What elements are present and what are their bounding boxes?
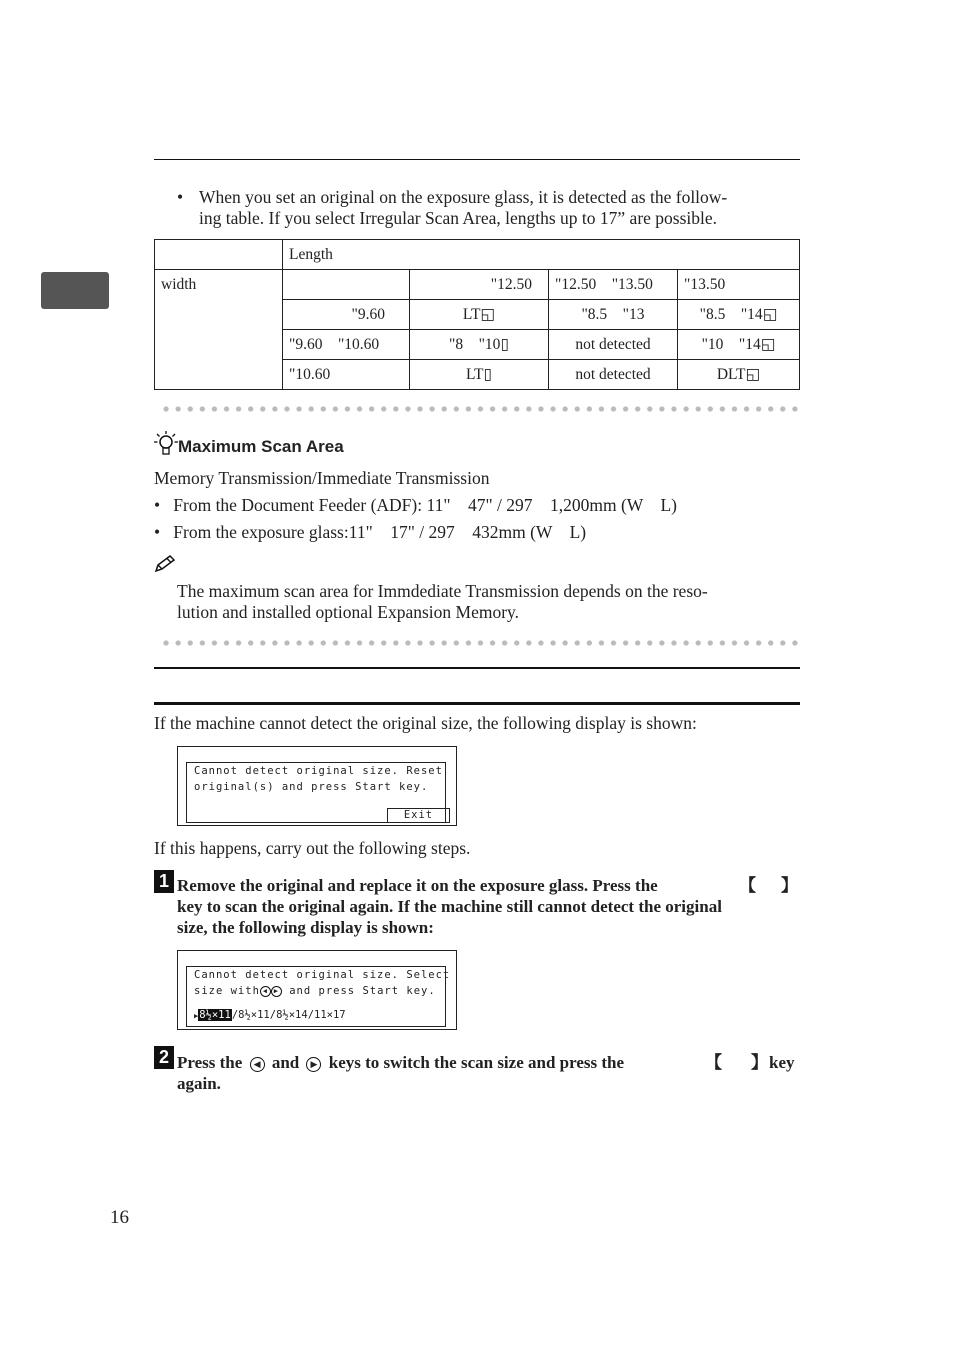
size-option-selected[interactable]: 8½×11 <box>199 1009 231 1021</box>
length-col-1: "12.50 <box>410 270 549 300</box>
width-header: width <box>155 270 283 390</box>
size-option[interactable]: /8½×14 <box>269 1009 308 1021</box>
length-col-3: "13.50 <box>678 270 800 300</box>
length-col-0 <box>283 270 410 300</box>
header-rule <box>154 159 800 160</box>
hint-item: • From the Document Feeder (ADF): 11" 47" / 297 1,200mm (W L) <box>154 495 677 515</box>
start-key-bracket-open: 【 <box>739 876 756 895</box>
size-options <box>194 1007 346 1024</box>
exit-button[interactable]: Exit <box>387 808 450 823</box>
pencil-note-icon <box>154 555 176 578</box>
page-number: 16 <box>110 1207 129 1228</box>
step-1-number: 1 <box>154 870 174 893</box>
display-line-2: size with ◀ ▶ and press Start key. <box>194 985 436 997</box>
display-select-size <box>177 950 457 1030</box>
cursor-icon: ▶ <box>194 1012 199 1020</box>
landscape-paper-icon: ◱ <box>480 306 496 323</box>
table-cell: LT▯ <box>410 360 549 390</box>
row-width: "10.60 <box>283 360 410 390</box>
hint-bottom-border <box>160 639 800 647</box>
table-cell: "10 "14◱ <box>678 330 800 360</box>
left-arrow-key-icon: ◀ <box>250 1057 265 1072</box>
right-arrow-key-icon: ▶ <box>271 986 282 997</box>
hint-top-border <box>160 405 800 413</box>
intro-line-1: When you set an original on the exposure glass, it is detected as the follow- <box>199 187 728 207</box>
length-col-2: "12.50 "13.50 <box>549 270 678 300</box>
step-1-text: Remove the original and replace it on the exposure glass. Press the 【 】 key to scan the original again. If the machine still cannot detect the original size, the following display is shown: <box>177 876 798 937</box>
display-line-1: Cannot detect original size. Select <box>194 969 451 981</box>
hint-subtitle: Memory Transmission/Immediate Transmission <box>154 468 490 488</box>
size-option[interactable]: /8½×11 <box>231 1009 270 1021</box>
section-intro: If the machine cannot detect the original size, the following display is shown: <box>154 713 697 733</box>
table-cell: "8.5 "14◱ <box>678 300 800 330</box>
chapter-tab-marker <box>41 272 109 309</box>
step-2-number: 2 <box>154 1046 174 1069</box>
hint-item: • From the exposure glass:11" 17" / 297 432mm (W L) <box>154 522 587 542</box>
section-rule-thick <box>154 702 800 705</box>
start-key-bracket-open: 【 <box>705 1053 722 1072</box>
portrait-paper-icon: ▯ <box>500 336 509 353</box>
display-line-1: Cannot detect original size. Reset <box>194 765 443 777</box>
section-rule-thin <box>154 667 800 669</box>
step-2-text: Press the ◀ and ▶ keys to switch the scan size and press the 【 】 key again. <box>177 1053 795 1093</box>
key-word: key <box>769 1053 795 1072</box>
length-header: Length <box>283 240 800 270</box>
size-option[interactable]: /11×17 <box>307 1009 346 1021</box>
table-cell: "8.5 "13 <box>549 300 678 330</box>
display-cannot-detect <box>177 746 457 826</box>
row-width: "9.60 "10.60 <box>283 330 410 360</box>
intro-bullet: • When you set an original on the exposure glass, it is detected as the follow- ing table. If you select Irregular Scan Area, lengths up to 17” are possible. <box>177 187 802 229</box>
lightbulb-icon <box>154 430 178 463</box>
hint-title: Maximum Scan Area <box>178 437 344 456</box>
table-cell: "8 "10▯ <box>410 330 549 360</box>
start-key-bracket-close: 】 <box>781 876 798 895</box>
landscape-paper-icon: ◱ <box>745 366 761 383</box>
intro-line-2: ing table. If you select Irregular Scan Area, lengths up to 17” are possible. <box>199 208 718 228</box>
portrait-paper-icon: ▯ <box>483 366 493 383</box>
left-arrow-key-icon: ◀ <box>260 986 271 997</box>
row-width: "9.60 <box>283 300 410 330</box>
hint-note: The maximum scan area for Immdediate Transmission depends on the reso- lution and installed optional Expansion Memory. <box>177 581 708 622</box>
table-cell: LT◱ <box>410 300 549 330</box>
landscape-paper-icon: ◱ <box>760 336 776 353</box>
display-line-2: original(s) and press Start key. <box>194 781 429 793</box>
start-key-bracket-close: 】 <box>751 1053 768 1072</box>
right-arrow-key-icon: ▶ <box>306 1057 321 1072</box>
size-detection-table <box>154 239 800 390</box>
landscape-paper-icon: ◱ <box>762 306 778 323</box>
table-cell: not detected <box>549 330 678 360</box>
after-display-text: If this happens, carry out the following steps. <box>154 838 471 858</box>
table-cell: DLT◱ <box>678 360 800 390</box>
table-cell: not detected <box>549 360 678 390</box>
